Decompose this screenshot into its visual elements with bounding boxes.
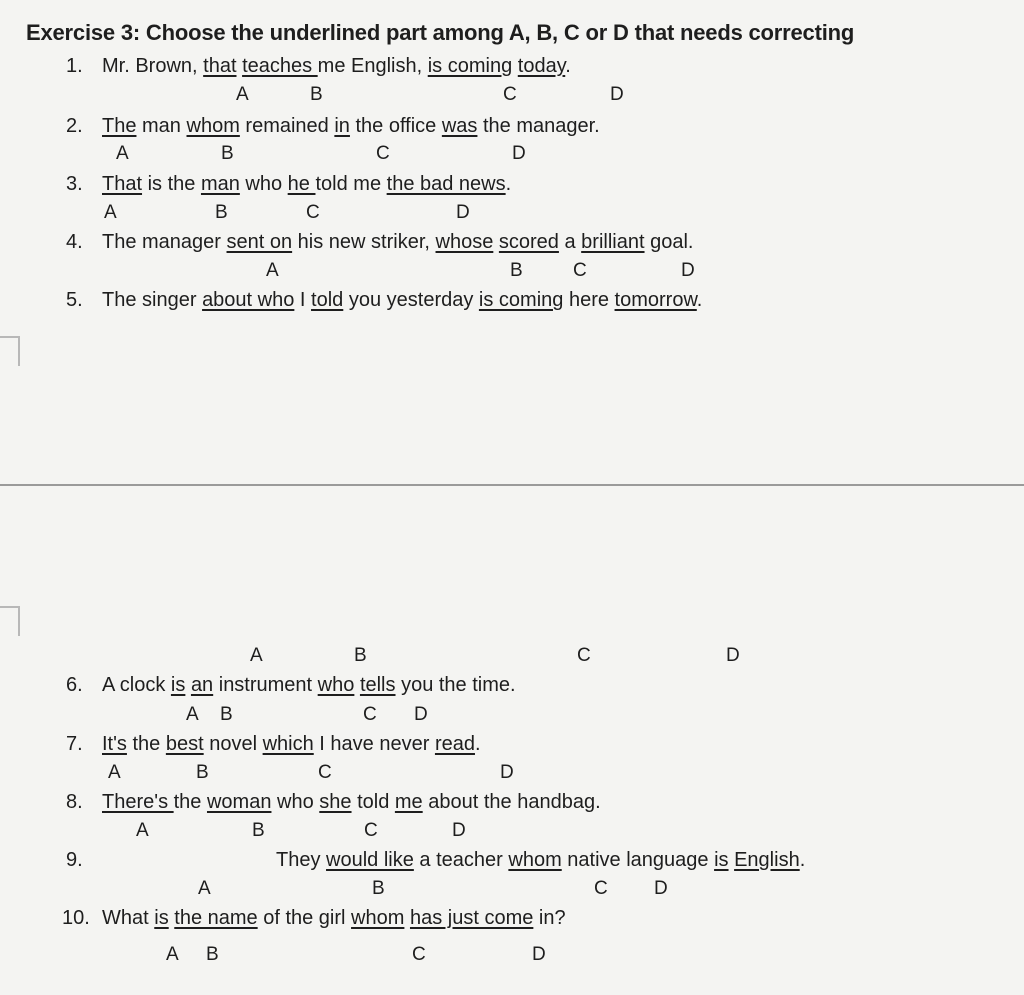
- option-a-text: There's: [102, 791, 174, 813]
- option-a-label: A: [166, 944, 179, 965]
- option-c-text: whom: [351, 907, 405, 929]
- option-d-label: D: [654, 878, 668, 899]
- option-b-text: woman: [206, 791, 272, 813]
- option-a-text: that: [203, 55, 237, 77]
- option-c-label: C: [412, 944, 426, 965]
- option-d-text: the bad news: [386, 173, 506, 195]
- option-d-label: D: [681, 260, 695, 281]
- question-9: They would like a teacher whom native language is English.: [276, 849, 806, 871]
- option-a-text: That: [102, 173, 143, 195]
- option-b-label: B: [510, 260, 523, 281]
- option-c-text: in: [334, 115, 350, 137]
- option-b-label: B: [220, 704, 233, 725]
- option-d-label: D: [512, 143, 526, 164]
- option-d-text: me: [394, 791, 423, 813]
- option-a-text: about who: [202, 289, 295, 311]
- option-b-label: B: [196, 762, 209, 783]
- option-b-text: told: [311, 289, 344, 311]
- option-d-label: D: [610, 84, 624, 105]
- option-c-label: C: [573, 260, 587, 281]
- option-a-label: A: [266, 260, 279, 281]
- option-d-text: was: [441, 115, 478, 137]
- question-number: 8.: [66, 791, 83, 813]
- option-c-text: he: [287, 173, 316, 195]
- option-d-label: D: [532, 944, 546, 965]
- question-10: 10. What is the name of the girl whom has just come in?: [62, 907, 566, 929]
- option-b-label: B: [206, 944, 219, 965]
- option-b-text: whom: [508, 849, 562, 871]
- option-d-text: has just come: [409, 907, 534, 929]
- question-8: 8. There's the woman who she told me about the handbag.: [66, 791, 601, 813]
- question-7: 7. It's the best novel which I have never read.: [66, 733, 481, 755]
- question-9-number: 9.: [66, 849, 83, 871]
- option-a-text: is: [170, 674, 186, 696]
- option-c-text: is coming: [427, 55, 513, 77]
- option-a-label: A: [136, 820, 149, 841]
- option-a-label: A: [198, 878, 211, 899]
- option-d-label: D: [452, 820, 466, 841]
- option-b-label: B: [310, 84, 323, 105]
- question-5: 5. The singer about who I told you yesterday is coming here tomorrow.: [66, 289, 703, 311]
- page-corner-mark: [0, 606, 20, 636]
- option-a-text: The: [102, 115, 137, 137]
- option-c-label: C: [594, 878, 608, 899]
- option-b-text: whom: [186, 115, 240, 137]
- question-6: 6. A clock is an instrument who tells you the time.: [66, 674, 516, 696]
- page-corner-mark: [0, 336, 20, 366]
- question-3: 3. That is the man who he told me the bad news.: [66, 173, 512, 195]
- option-c-text: which: [262, 733, 314, 755]
- option-c-text: is: [714, 849, 729, 871]
- option-b-text: man: [200, 173, 240, 195]
- option-b-label: B: [215, 202, 228, 223]
- option-c-text: she: [319, 791, 352, 813]
- option-c-label: C: [376, 143, 390, 164]
- question-number: 4.: [66, 231, 83, 253]
- option-c-label: C: [363, 704, 377, 725]
- option-b-label: B: [372, 878, 385, 899]
- option-d-label: D: [726, 645, 740, 666]
- option-c-label: C: [503, 84, 517, 105]
- option-a-text: is: [154, 907, 169, 929]
- option-d-text: brilliant: [581, 231, 645, 253]
- option-b-text: whose: [435, 231, 494, 253]
- option-a-label: A: [104, 202, 117, 223]
- option-d-text: tells: [359, 674, 396, 696]
- option-d-text: English: [734, 849, 800, 871]
- option-b-text: best: [165, 733, 204, 755]
- option-a-label: A: [108, 762, 121, 783]
- option-a-label: A: [250, 645, 263, 666]
- option-b-label: B: [354, 645, 367, 666]
- option-c-text: who: [317, 674, 355, 696]
- option-c-label: C: [318, 762, 332, 783]
- question-number: 5.: [66, 289, 83, 311]
- option-a-label: A: [236, 84, 249, 105]
- option-c-label: C: [306, 202, 320, 223]
- option-a-text: sent on: [226, 231, 293, 253]
- question-number: 3.: [66, 173, 83, 195]
- question-number: 1.: [66, 55, 83, 77]
- question-number: 2.: [66, 115, 83, 137]
- option-d-label: D: [414, 704, 428, 725]
- option-a-label: A: [116, 143, 129, 164]
- question-number: 10.: [62, 907, 90, 929]
- option-d-text: tomorrow: [614, 289, 697, 311]
- option-d-text: read: [434, 733, 475, 755]
- page-divider: [0, 484, 1024, 486]
- question-number: 6.: [66, 674, 83, 696]
- option-c-text: is coming: [478, 289, 564, 311]
- option-c-label: C: [577, 645, 591, 666]
- option-b-text: an: [190, 674, 214, 696]
- option-d-label: D: [456, 202, 470, 223]
- question-number: 7.: [66, 733, 83, 755]
- question-2: 2. The man whom remained in the office was the manager.: [66, 115, 600, 137]
- option-a-text: would like: [326, 849, 414, 871]
- option-c-text: scored: [498, 231, 559, 253]
- option-c-label: C: [364, 820, 378, 841]
- option-d-label: D: [500, 762, 514, 783]
- question-1: 1. Mr. Brown, that teaches me English, is coming today.: [66, 55, 571, 77]
- option-a-text: It's: [102, 733, 127, 755]
- option-b-text: teaches: [242, 55, 318, 77]
- exercise-title: Exercise 3: Choose the underlined part among A, B, C or D that needs correcting: [26, 20, 855, 45]
- option-b-text: the name: [174, 907, 258, 929]
- option-a-label: A: [186, 704, 199, 725]
- question-4: 4. The manager sent on his new striker, whose scored a brilliant goal.: [66, 231, 694, 253]
- option-b-label: B: [252, 820, 265, 841]
- option-b-label: B: [221, 143, 234, 164]
- option-d-text: today: [517, 55, 566, 77]
